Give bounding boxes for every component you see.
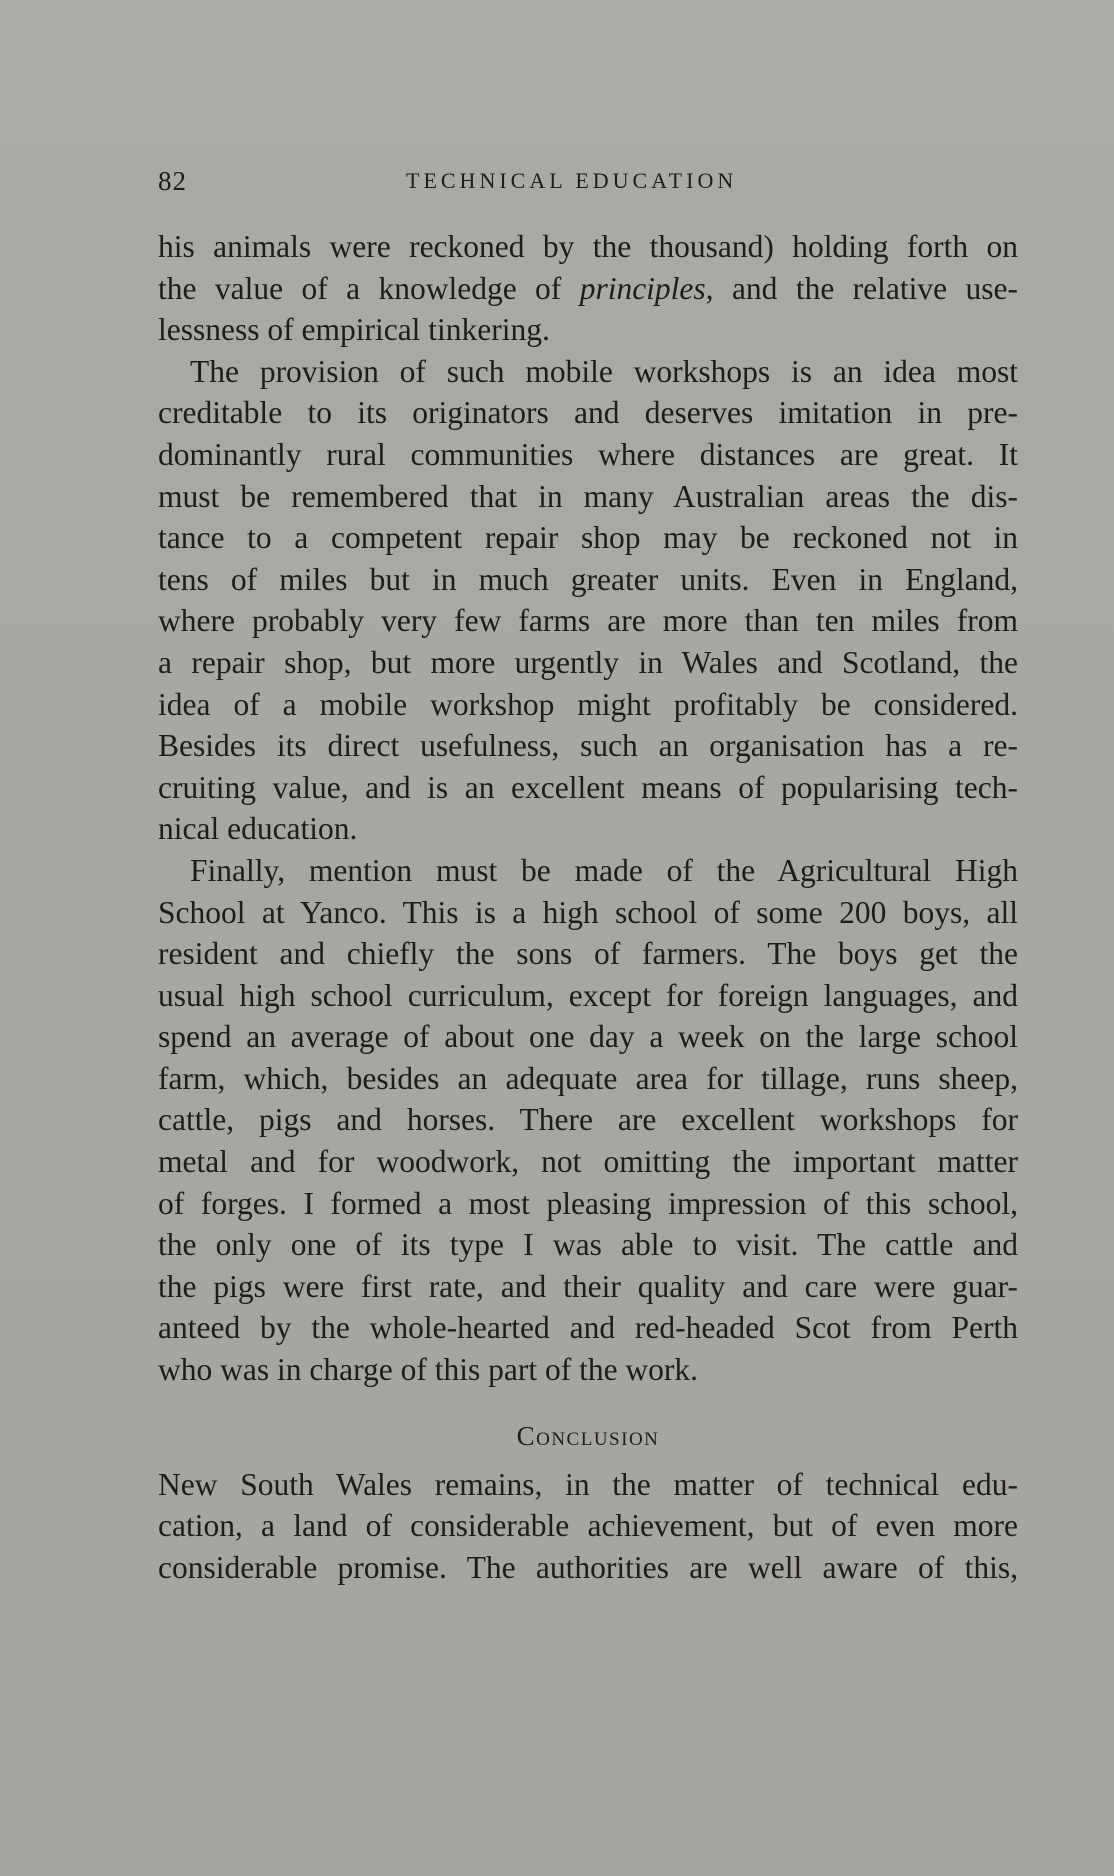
text-line: must be remembered that in many Australian areas the dis- xyxy=(158,478,1018,514)
text-line: usual high school curriculum, except for foreign languages, and xyxy=(158,977,1018,1013)
paragraph-mobile-workshops xyxy=(158,351,1018,850)
text-line: who was in charge of this part of the work. xyxy=(158,1352,699,1388)
text-fragment: the value of a knowledge of xyxy=(158,270,580,306)
text-line: spend an average of about one day a week on the large school xyxy=(158,1019,1018,1055)
page-number: 82 xyxy=(158,166,187,196)
text-line: where probably very few farms are more than ten miles from xyxy=(158,603,1018,639)
text-line: the pigs were first rate, and their quality and care were guar- xyxy=(158,1268,1018,1304)
section-heading: Conclusion xyxy=(516,1420,660,1451)
running-head: TECHNICAL EDUCATION xyxy=(406,168,738,193)
text-line: metal and for woodwork, not omitting the important matter xyxy=(158,1144,1018,1180)
text-line: a repair shop, but more urgently in Wales and Scotland, the xyxy=(158,644,1018,680)
page-header xyxy=(158,166,1018,200)
text-line: dominantly rural communities where distances are great. It xyxy=(158,436,1018,472)
paragraph-continuation xyxy=(158,226,1018,351)
text-line: The provision of such mobile workshops is an idea most xyxy=(190,353,1018,389)
text-line: cattle, pigs and horses. There are excellent workshops for xyxy=(158,1102,1018,1138)
text-line xyxy=(158,268,1018,310)
text-line: New South Wales remains, in the matter of technical edu- xyxy=(158,1466,1018,1502)
text-line: idea of a mobile workshop might profitably be considered. xyxy=(158,686,1018,722)
text-line: cation, a land of considerable achievement, but of even more xyxy=(158,1508,1018,1544)
paragraph-conclusion xyxy=(158,1464,1018,1589)
text-fragment: and the relative use- xyxy=(713,270,1018,306)
text-line: tens of miles but in much greater units. Even in England, xyxy=(158,561,1018,597)
text-line: his animals were reckoned by the thousand) holding forth on xyxy=(158,229,1018,264)
text-line: creditable to its originators and deserves imitation in pre- xyxy=(158,395,1018,431)
text-line: lessness of empirical tinkering. xyxy=(158,312,550,348)
text-line: anteed by the whole-hearted and red-headed Scot from Perth xyxy=(158,1310,1018,1346)
text-line: the only one of its type I was able to visit. The cattle and xyxy=(158,1227,1018,1263)
text-line: Finally, mention must be made of the Agricultural High xyxy=(190,852,1018,888)
text-line: considerable promise. The authorities are well aware of this, xyxy=(158,1549,1018,1585)
text-line: resident and chiefly the sons of farmers. The boys get the xyxy=(158,936,1018,972)
text-line: cruiting value, and is an excellent means of popularising tech- xyxy=(158,769,1018,805)
body-text xyxy=(158,226,1018,1588)
text-line: of forges. I formed a most pleasing impression of this school, xyxy=(158,1185,1018,1221)
paragraph-yanco-school xyxy=(158,850,1018,1391)
text-line: farm, which, besides an adequate area for tillage, runs sheep, xyxy=(158,1060,1018,1096)
text-line: nical education. xyxy=(158,811,358,847)
text-line: School at Yanco. This is a high school of some 200 boys, all xyxy=(158,894,1018,930)
italic-word: principles, xyxy=(579,270,714,306)
text-line: tance to a competent repair shop may be reckoned not in xyxy=(158,520,1018,556)
text-line: Besides its direct usefulness, such an organisation has a re- xyxy=(158,728,1018,764)
